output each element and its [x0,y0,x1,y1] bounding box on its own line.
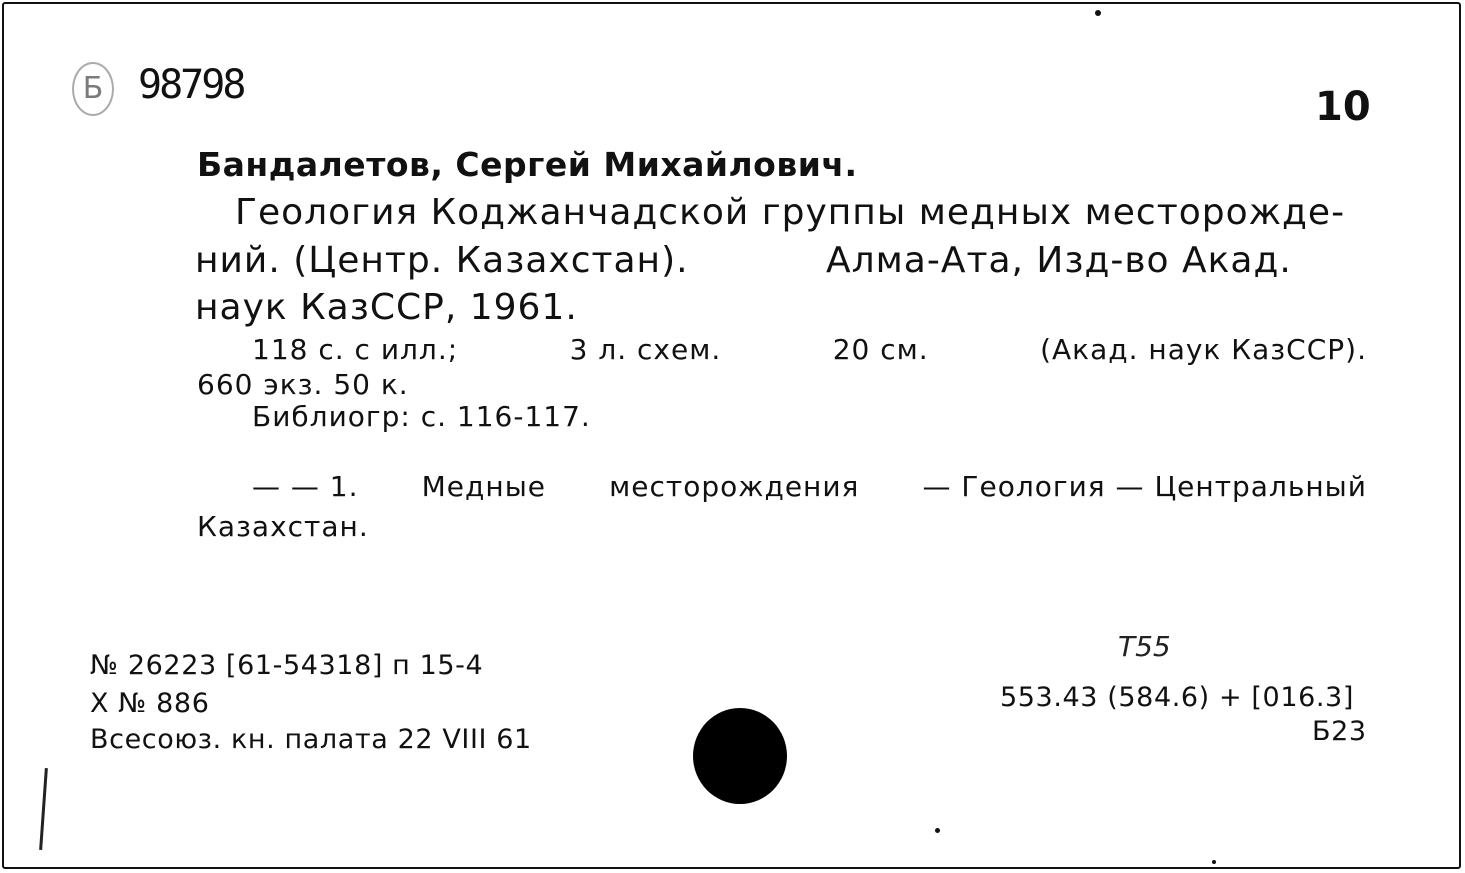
maps: 3 л. схем. [569,333,722,366]
pages: 118 с. с илл.; [252,333,459,366]
title-line-2: ний. (Центр. Казахстан). [195,240,689,281]
registry-line-3: Всесоюз. кн. палата 22 VIII 61 [90,724,532,755]
bibliography: Библиогр: с. 116-117. [252,400,591,433]
subject-heading [252,470,1367,503]
series: (Акад. наук КазССР). [1040,333,1367,366]
speck [935,828,940,833]
physical-description [252,333,1367,366]
copies-price: 660 экз. 50 к. [197,368,409,401]
class-code: Б23 [1312,716,1367,747]
subject-part-3: — Геология — Центральный [922,470,1367,503]
subject-line-2: Казахстан. [197,510,369,543]
author-name: Бандалетов, Сергей Михайлович. [197,145,858,184]
udc-index: 553.43 (584.6) + [016.3] [1000,682,1354,713]
library-stamp-icon: Б [72,62,114,116]
title-line-2-publisher: Алма-Ата, Изд-во Акад. [826,240,1292,281]
title-line-1: Геология Коджанчадской группы медных месторожде- [235,192,1346,233]
catalog-number: 10 [1315,84,1371,130]
subject-part-1: Медные [421,470,547,503]
handwritten-number: 98798 [138,62,244,108]
speck [1095,10,1101,16]
title-line-3: наук КазССР, 1961. [195,287,578,328]
speck [1212,860,1216,864]
registry-line-1: № 26223 [61-54318] п 15-4 [90,650,484,681]
subject-part-2: месторождения [609,470,860,503]
size: 20 см. [832,333,929,366]
handwritten-code: Т55 [1118,630,1171,663]
punch-hole [693,708,787,804]
subject-prefix: — — 1. [252,470,359,503]
registry-line-2: Х № 886 [90,688,210,719]
